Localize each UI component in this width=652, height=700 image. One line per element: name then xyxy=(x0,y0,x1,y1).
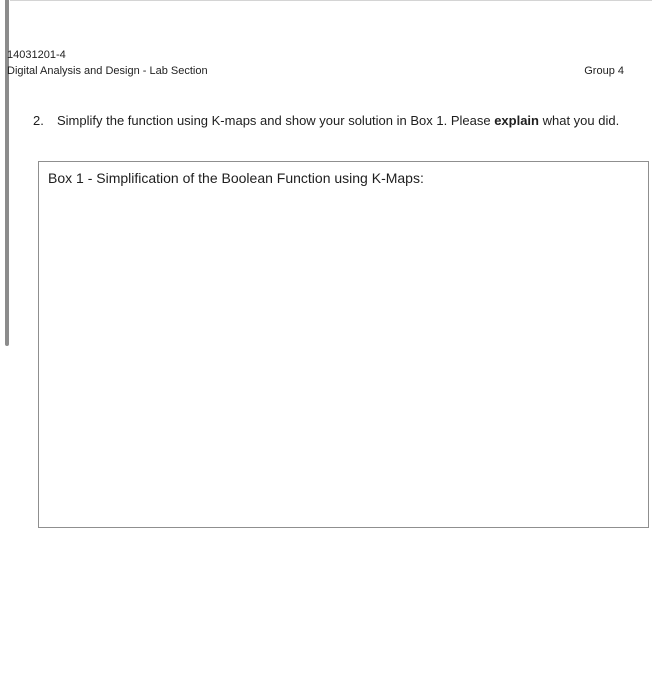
question-text xyxy=(57,111,623,130)
question-text-after: what you did. xyxy=(538,113,620,128)
question-number: 2. xyxy=(33,113,44,128)
question-emphasis: explain xyxy=(494,113,539,128)
course-code: 14031201-4 xyxy=(7,49,66,61)
page-top-border xyxy=(10,0,652,1)
question-text-before: Simplify the function using K-maps and show your solution in Box 1. Please xyxy=(57,113,495,128)
group-label: Group 4 xyxy=(584,65,624,77)
question-2 xyxy=(33,111,623,130)
answer-box-title: Box 1 - Simplification of the Boolean Function using K-Maps: xyxy=(48,170,424,186)
course-title: Digital Analysis and Design - Lab Section xyxy=(7,65,208,77)
answer-box-1[interactable] xyxy=(38,161,649,528)
